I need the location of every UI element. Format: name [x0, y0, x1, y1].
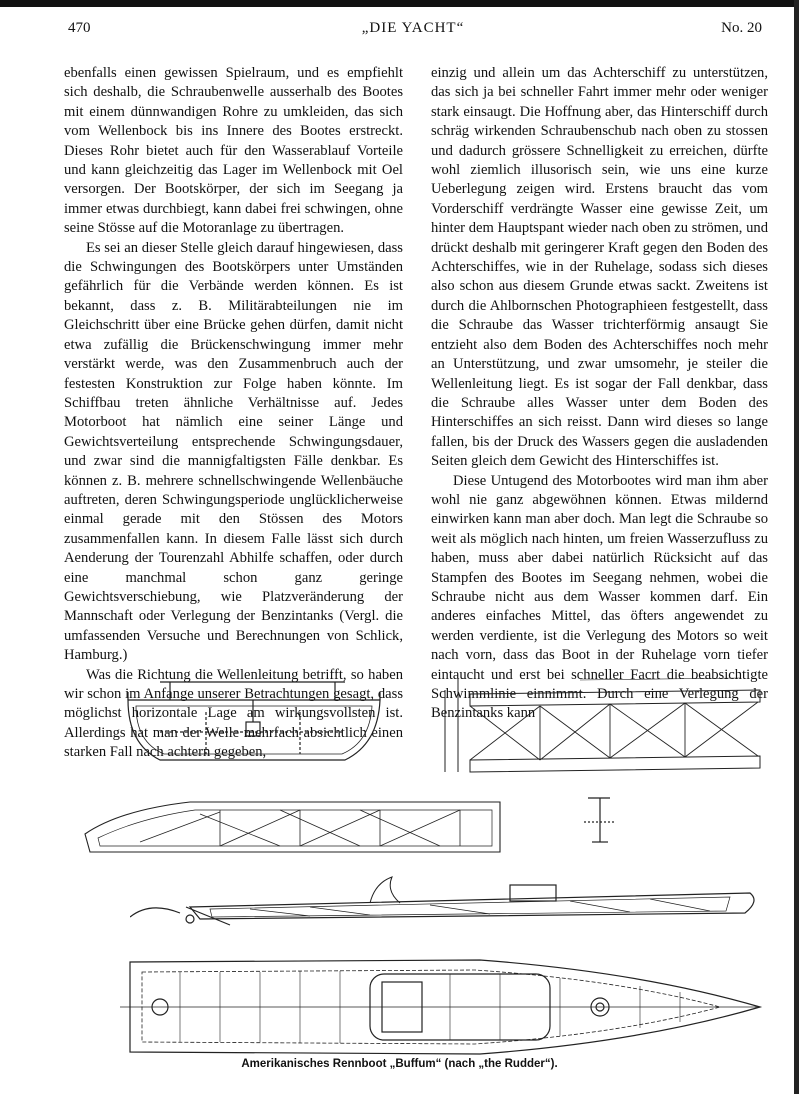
right-column	[431, 64, 768, 724]
paragraph: Was die Richtung die Wellenleitung betrifft, so haben wir schon im Anfange unserer Betrachtungen gesagt, dass möglichst horizontale Lage am wirkungsvollsten ist. Allerdings hat man der Welle mehrfach absichtlich einen starken Fall nach achtern gegeben,	[64, 666, 403, 761]
paragraph: einzig und allein um das Achterschiff zu unterstützen, das sich ja bei schneller Fahrt immer mehr oder weniger stark einsaugt. Die Hoffnung aber, das Hinterschiff durch schräg wirkenden Schraubenschub nach oben zu stossen und dadurch grössere Schnelligkeit zu erreichen, dürfte wohl ziemlich illusorisch sein, wie uns eine kurze Ueberlegung zeigen wird. Erstens braucht das vom Vorderschiff verdrängte Wasser eine gewisse Zeit, um hinter dem Hauptspant wieder nach oben zu strömen, und drückt deshalb mit geringerer Kraft gegen den Boden des Achterschiffes, wie in der Ruhelage, sodass sich dieses also schon aus diesem Grunde etwas sackt. Zweitens ist durch die Ahlbornschen Photographieen festgestellt, dass die Schraube das Wasser trichterförmig ansaugt Sie entzieht also dem Boden des Achterschiffes noch mehr an Unterstützung, und zwar umsomehr, je steiler die Wellenleitung liegt. Es ist sogar der Fall denkbar, dass die Schraube alles Wasser unter dem Boden des Hinterschiffes an sich reisst. Dann wird dieses so lange fallen, bis der Druck des Wassers gegen die ausladenden Seiten gleich dem Gewicht des Hinterschiffes ist.	[431, 65, 768, 470]
boat-plan-figure	[80, 672, 770, 1072]
paragraph: ebenfalls einen gewissen Spielraum, und es empfiehlt sich deshalb, die Schraubenwelle ausserhalb des Bootes mit einem dünnwandigen Rohre zu umkleiden, das sich vom Wellenbock bis ins Innere des Bootes erstreckt. Dieses Rohr bietet auch für den Wasserablauf Vorteile und kann gleichzeitig das Lager im Wellenbock mit Oel versorgen. Der Bootskörper, der sich im Seegang ja immer etwas durchbiegt, kann dabei frei schwingen, ohne seine Stösse auf die Motoranlage zu übertragen.	[64, 65, 403, 237]
issue-number: No. 20	[721, 20, 762, 36]
figure-caption: Amerikanisches Rennboot „Buffum“ (nach „the Rudder“).	[241, 1058, 558, 1070]
plan-view-drawing	[120, 952, 770, 1062]
paragraph: Es sei an dieser Stelle gleich darauf hingewiesen, dass die Schwingungen des Bootskörpers unter Umständen gefährlich für die Verbände werden können. Es ist bekannt, dass z. B. Militärabteilungen nie im Gleichschritt über eine Brücke gehen dürfen, damit nicht etwa zufällig die Brückenschwingung immer mehr verstärkt werde, was den Zusammenbruch auch der festesten Konstruktion zur Folge haben könnte. Im Schiffbau treten ähnliche Verhältnisse auf. Jedes Motorboot hat nämlich eine seiner Länge und Gewichtsverteilung entsprechende Schwingungsdauer, und zwar sind die mannigfaltigsten Fälle denkbar. Es können z. B. mehrere schnellschwingende Wellenbäuche auftreten, deren Schwingungsperiode unglücklicherweise einmal gerade mit den Stössen des Motors zusammenfallen kann. In diesem Falle lässt sich durch Aenderung der Tourenzahl Abhilfe schaffen, oder durch eine manchmal schon ganz geringe Gewichtsverschiebung, wie Platzveränderung der Mannschaft oder Verlegung der Benzintanks (Vergl. die umfassenden Versuche und Berechnungen von Schlick, Hamburg.)	[64, 239, 403, 664]
page-top-edge	[0, 0, 799, 7]
paragraph: Diese Untugend des Motorbootes wird man ihm aber wohl nie ganz abgewöhnen können. Etwas mildernd einwirken kann man aber doch. Man legt die Schraube so weit als möglich nach hinten, um freien Wasserzufluss zu haben, muss aber dabei natürlich Rücksicht auf das Stampfen des Bootes im Seegang nehmen, wobei die Schraube nicht aus dem Wasser kommen darf. Ein anderes einfaches Mittel, das öfters angewendet zu werden verdiente, ist die Verlegung des Motors so weit nach vorn, dass das Boot in der Ruhelage vorn tiefer eintaucht und erst bei schneller Facrt die beabsichtigte Schwimmlinie einnimmt. Durch eine Verlegung der Benzintanks kann	[431, 472, 768, 722]
page-number: 470	[68, 20, 91, 36]
cross-section-drawing	[120, 672, 390, 782]
side-profile-drawing	[130, 867, 770, 947]
left-column	[64, 64, 403, 763]
stem-detail-drawing	[580, 792, 620, 852]
page-right-edge	[794, 0, 799, 1094]
truss-detail-drawing	[440, 672, 770, 782]
page-header	[60, 20, 766, 46]
journal-title: „DIE YACHT“	[361, 20, 465, 36]
framing-elevation-drawing	[80, 790, 530, 860]
